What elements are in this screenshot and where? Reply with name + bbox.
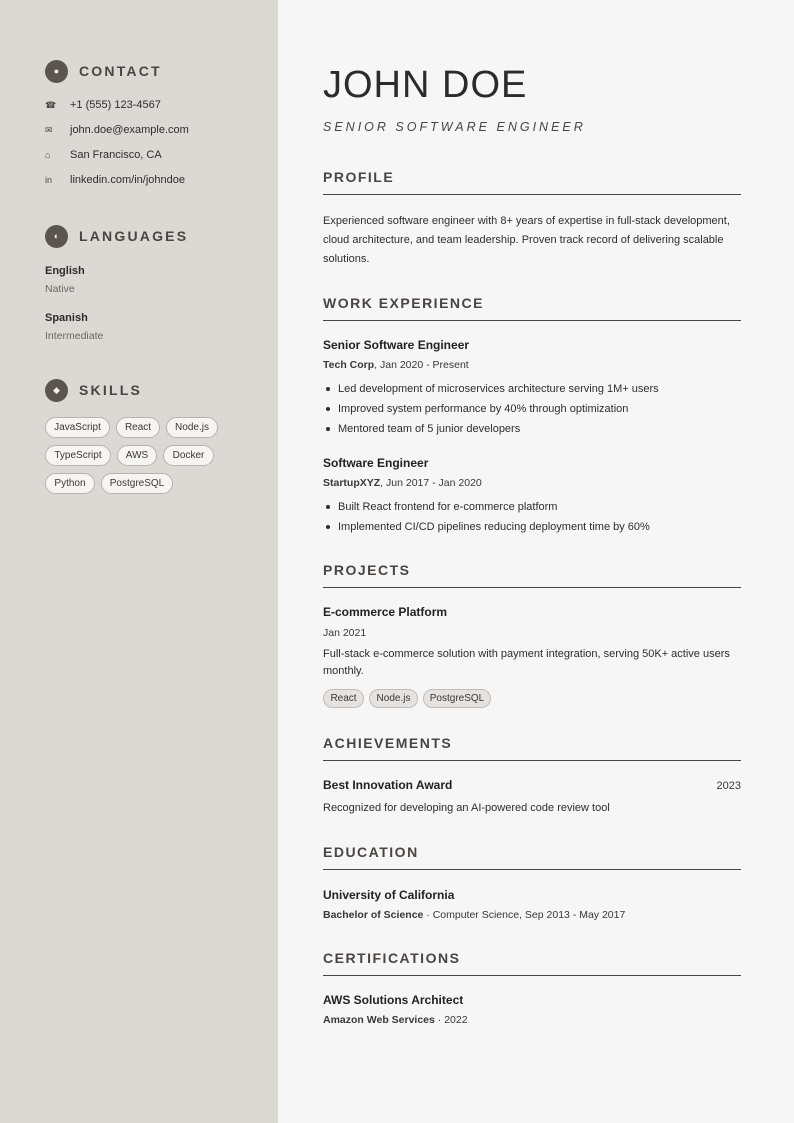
- project-description: Full-stack e-commerce solution with payment integration, serving 50K+ active users monthly.: [323, 648, 730, 677]
- job-title: SENIOR SOFTWARE ENGINEER: [323, 120, 586, 134]
- language-level: Native: [45, 283, 75, 295]
- contact-heading: CONTACT: [79, 63, 162, 79]
- skill-pill: Node.js: [166, 417, 218, 438]
- list-item: Built React frontend for e-commerce platform: [323, 497, 650, 517]
- certifications-heading: CERTIFICATIONS: [323, 950, 741, 976]
- education-school: University of California: [323, 888, 455, 902]
- profile-text: Experienced software engineer with 8+ years of expertise in full-stack development, cloud architecture, and team leadership. Proven track record of delivering scalable solutions.: [323, 215, 730, 265]
- linkedin-icon: in: [45, 175, 53, 185]
- linkedin-link[interactable]: linkedin.com/in/johndoe: [70, 174, 185, 186]
- list-item: Mentored team of 5 junior developers: [323, 419, 659, 439]
- contact-linkedin[interactable]: [45, 174, 185, 186]
- contact-section-header: [45, 59, 162, 83]
- language-name: English: [45, 265, 85, 277]
- diamond-icon: ◆: [45, 379, 68, 402]
- job-bullets: [323, 497, 650, 537]
- project-name: E-commerce Platform: [323, 605, 448, 619]
- skills-heading: SKILLS: [79, 382, 142, 398]
- languages-section-header: [45, 224, 188, 248]
- language-level: Intermediate: [45, 330, 104, 342]
- job-dates: , Jan 2020 - Present: [374, 359, 469, 371]
- project-tag: Node.js: [369, 689, 418, 708]
- skill-pill: JavaScript: [45, 417, 110, 438]
- certification-issuer: Amazon Web Services: [323, 1014, 435, 1026]
- contact-location: [45, 149, 162, 161]
- achievement-description: Recognized for developing an AI-powered code review tool: [323, 802, 610, 814]
- job-company: StartupXYZ: [323, 477, 381, 489]
- mail-icon: ✉: [45, 124, 53, 135]
- job-role: Senior Software Engineer: [323, 338, 470, 352]
- projects-heading: PROJECTS: [323, 562, 741, 588]
- bullseye-icon: ●: [45, 60, 68, 83]
- home-icon: ⌂: [45, 150, 51, 160]
- certification-name: AWS Solutions Architect: [323, 993, 464, 1007]
- contact-email[interactable]: [45, 124, 189, 136]
- skill-pill: Docker: [163, 445, 214, 466]
- sidebar: [0, 0, 278, 1123]
- profile-heading: PROFILE: [323, 169, 741, 195]
- full-name: JOHN DOE: [323, 64, 528, 106]
- job-dates: , Jun 2017 - Jan 2020: [380, 477, 482, 489]
- job-company: Tech Corp: [323, 359, 375, 371]
- email-link[interactable]: john.doe@example.com: [70, 124, 189, 136]
- half-circle-icon: ◐: [45, 225, 68, 248]
- list-item: Implemented CI/CD pipelines reducing deployment time by 60%: [323, 517, 650, 537]
- education-details: · Computer Science, Sep 2013 - May 2017: [423, 909, 626, 921]
- location-text: San Francisco, CA: [70, 149, 162, 161]
- skill-pill: React: [116, 417, 160, 438]
- phone-text: +1 (555) 123-4567: [70, 99, 161, 111]
- list-item: Improved system performance by 40% through optimization: [323, 399, 659, 419]
- skill-pill: AWS: [117, 445, 157, 466]
- list-item: Led development of microservices architecture serving 1M+ users: [323, 379, 659, 399]
- phone-icon: ☎: [45, 99, 57, 110]
- education-heading: EDUCATION: [323, 844, 741, 870]
- job-company-line: [323, 477, 482, 489]
- contact-phone: [45, 99, 161, 111]
- experience-heading: WORK EXPERIENCE: [323, 295, 741, 321]
- skill-pill: PostgreSQL: [101, 473, 173, 494]
- job-bullets: [323, 379, 659, 439]
- skills-section-header: [45, 378, 142, 402]
- job-company-line: [323, 359, 469, 371]
- job-role: Software Engineer: [323, 456, 429, 470]
- language-name: Spanish: [45, 312, 88, 324]
- education-degree: Bachelor of Science: [323, 909, 424, 921]
- project-tag: PostgreSQL: [423, 689, 491, 708]
- skill-pill: TypeScript: [45, 445, 111, 466]
- skill-pill: Python: [45, 473, 95, 494]
- main-content: [278, 0, 794, 1123]
- achievement-year: 2023: [716, 780, 741, 792]
- achievements-heading: ACHIEVEMENTS: [323, 735, 741, 761]
- project-date: Jan 2021: [323, 627, 367, 639]
- certification-line: [323, 1014, 468, 1026]
- certification-details: · 2022: [434, 1014, 468, 1026]
- achievement-title: Best Innovation Award: [323, 778, 453, 792]
- education-line: [323, 909, 625, 921]
- project-tag: React: [323, 689, 364, 708]
- languages-heading: LANGUAGES: [79, 228, 189, 244]
